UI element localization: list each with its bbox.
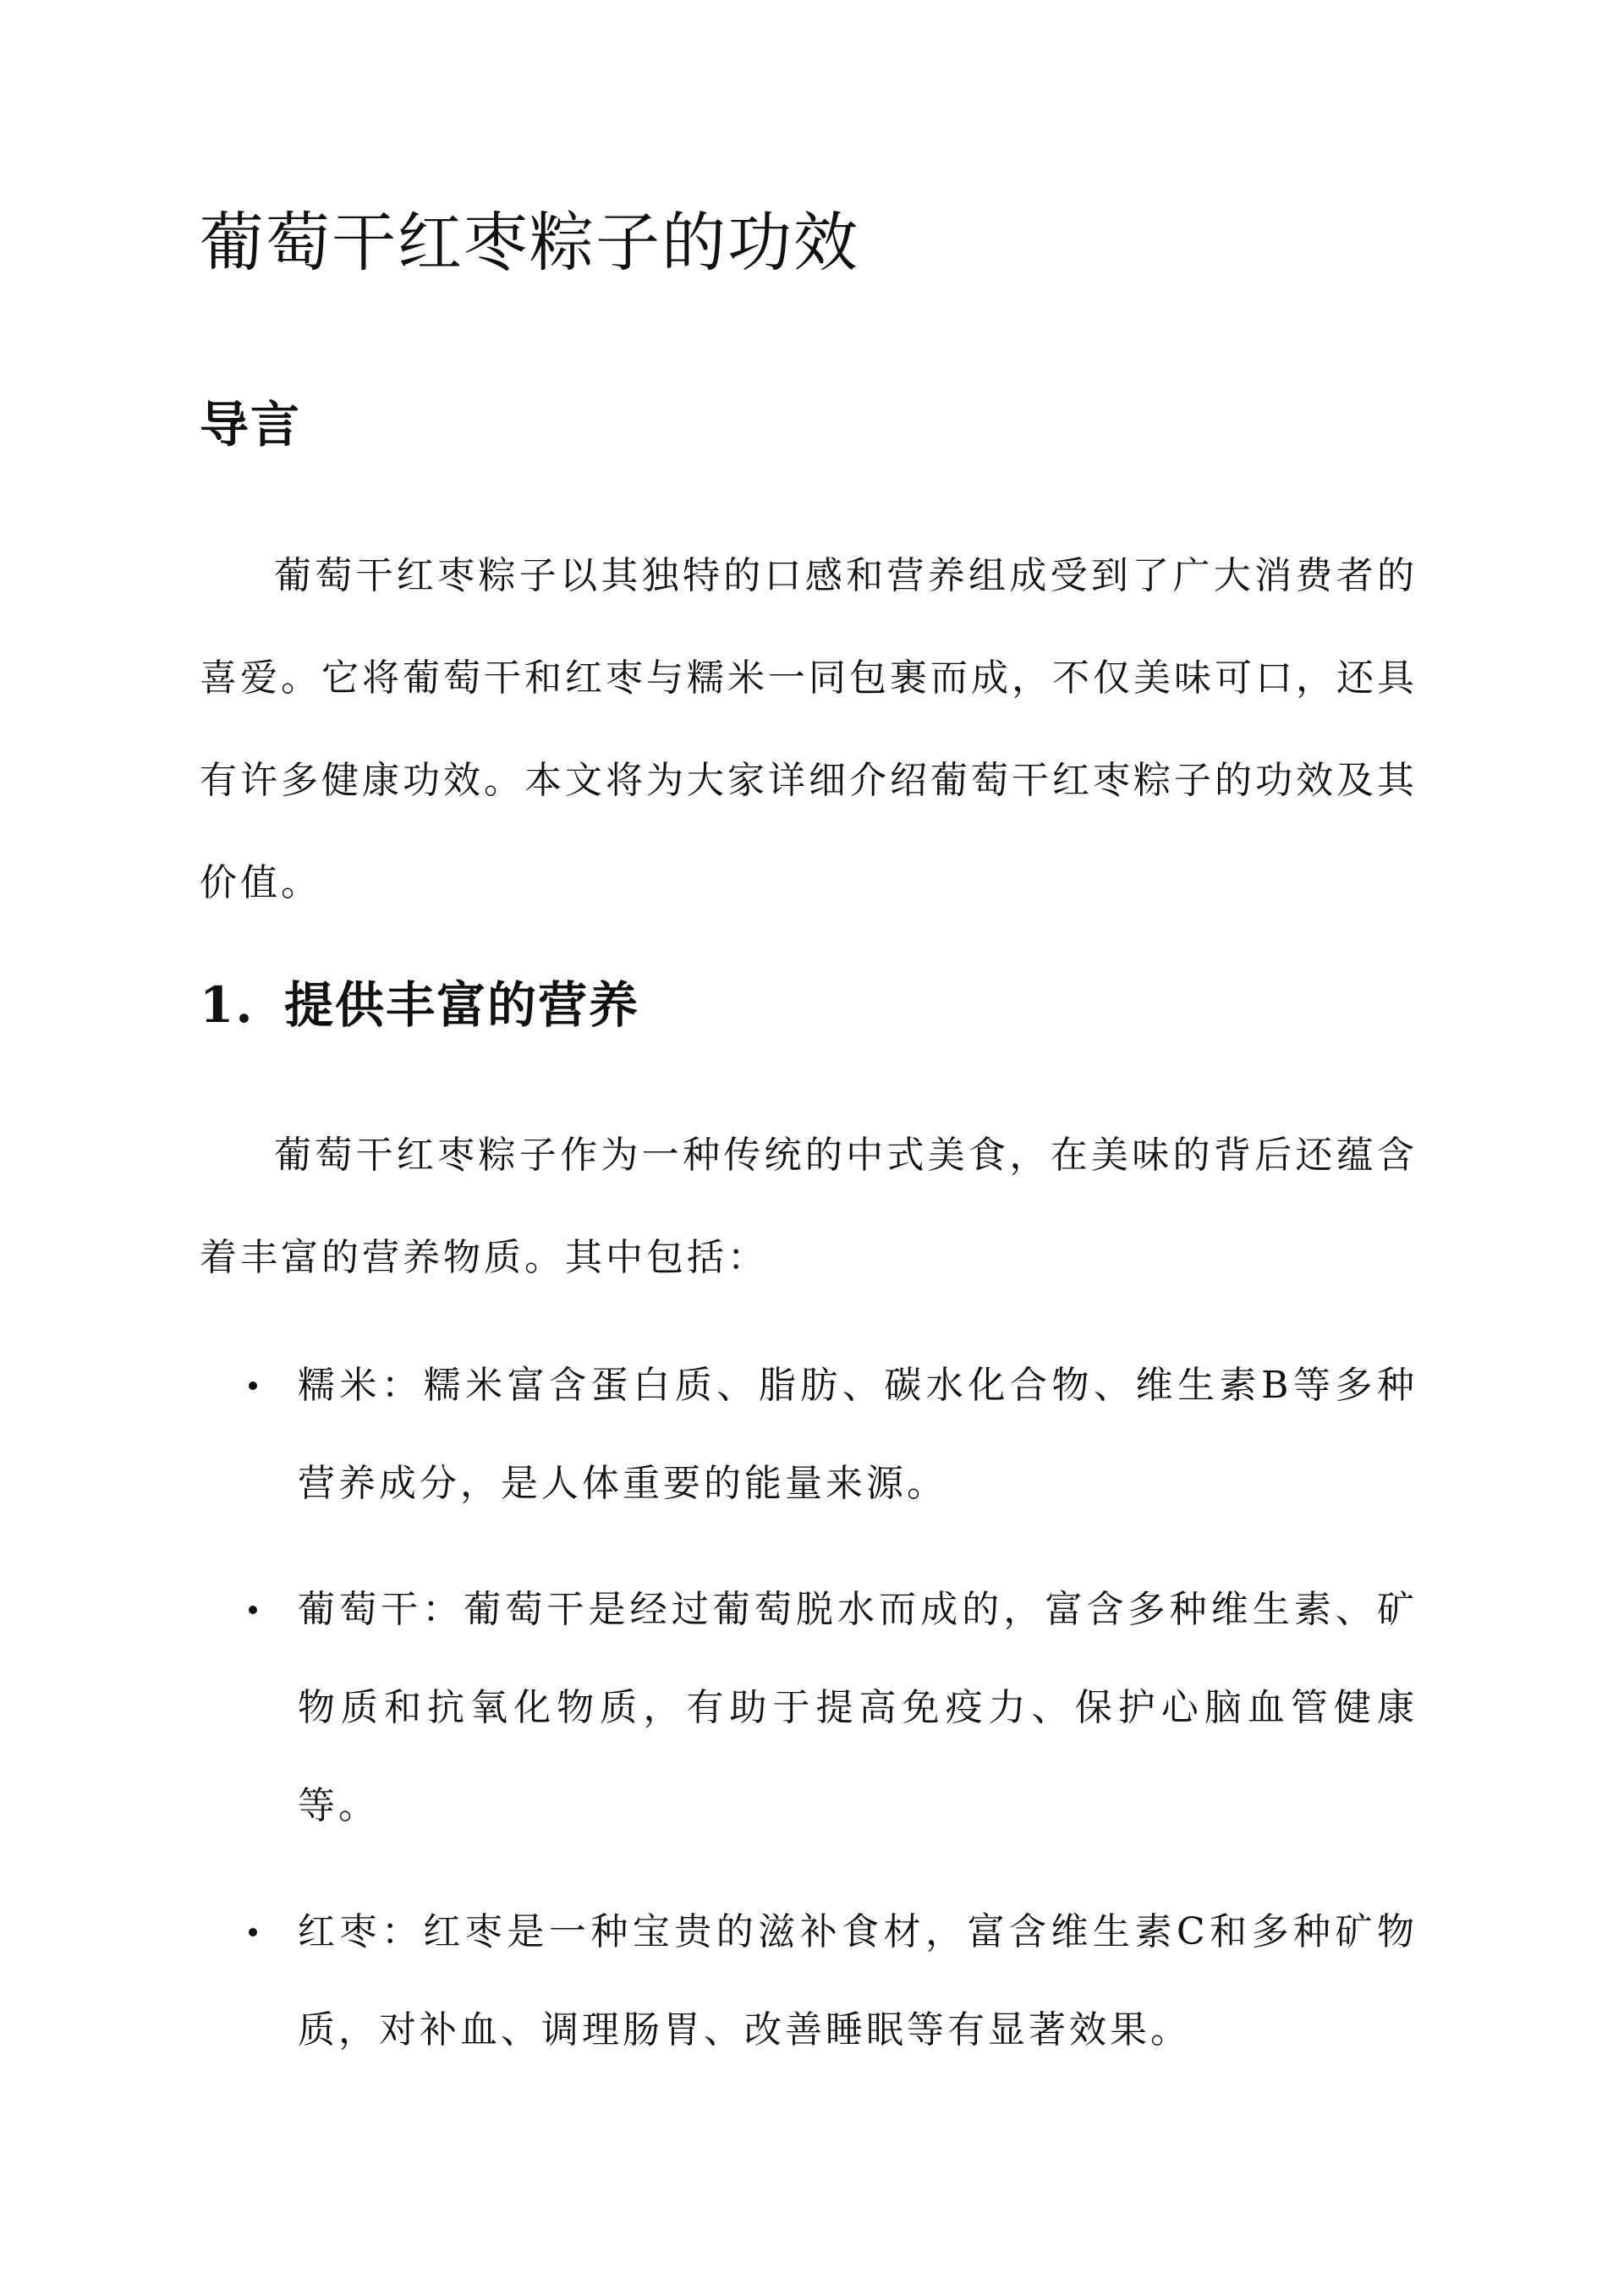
bullet-dot-icon [249,1381,257,1390]
bullet-text: 糯米：糯米富含蛋白质、脂肪、碳水化合物、维生素B等多种营养成分，是人体重要的能量来源。 [298,1364,1418,1505]
section-1-heading [200,971,639,1039]
bullet-item-raisins [200,1561,1418,1855]
nutrition-bullet-list [200,1337,1418,2107]
bullet-dot-icon [249,1928,257,1936]
bullet-item-glutinous-rice [200,1337,1418,1533]
bullet-item-red-dates [200,1883,1418,2079]
section-1-number: 1. [200,976,255,1034]
bullet-text: 红枣：红枣是一种宝贵的滋补食材，富含维生素C和多种矿物质，对补血、调理肠胃、改善睡眠等有显著效果。 [298,1910,1418,2052]
section-1-title: 提供丰富的营养 [284,976,640,1034]
section-1-paragraph: 葡萄干红枣粽子作为一种传统的中式美食，在美味的背后还蕴含着丰富的营养物质。其中包括： [200,1134,1418,1279]
intro-heading: 导言 [200,396,302,453]
bullet-dot-icon [249,1606,257,1614]
bullet-text: 葡萄干：葡萄干是经过葡萄脱水而成的，富含多种维生素、矿物质和抗氧化物质，有助于提高免疫力、保护心脑血管健康等。 [298,1588,1418,1827]
document-title: 葡萄干红枣粽子的功效 [200,205,859,280]
intro-paragraph: 葡萄干红枣粽子以其独特的口感和营养组成受到了广大消费者的喜爱。它将葡萄干和红枣与糯米一同包裹而成，不仅美味可口，还具有许多健康功效。本文将为大家详细介绍葡萄干红枣粽子的功效及其价值。 [200,554,1418,904]
